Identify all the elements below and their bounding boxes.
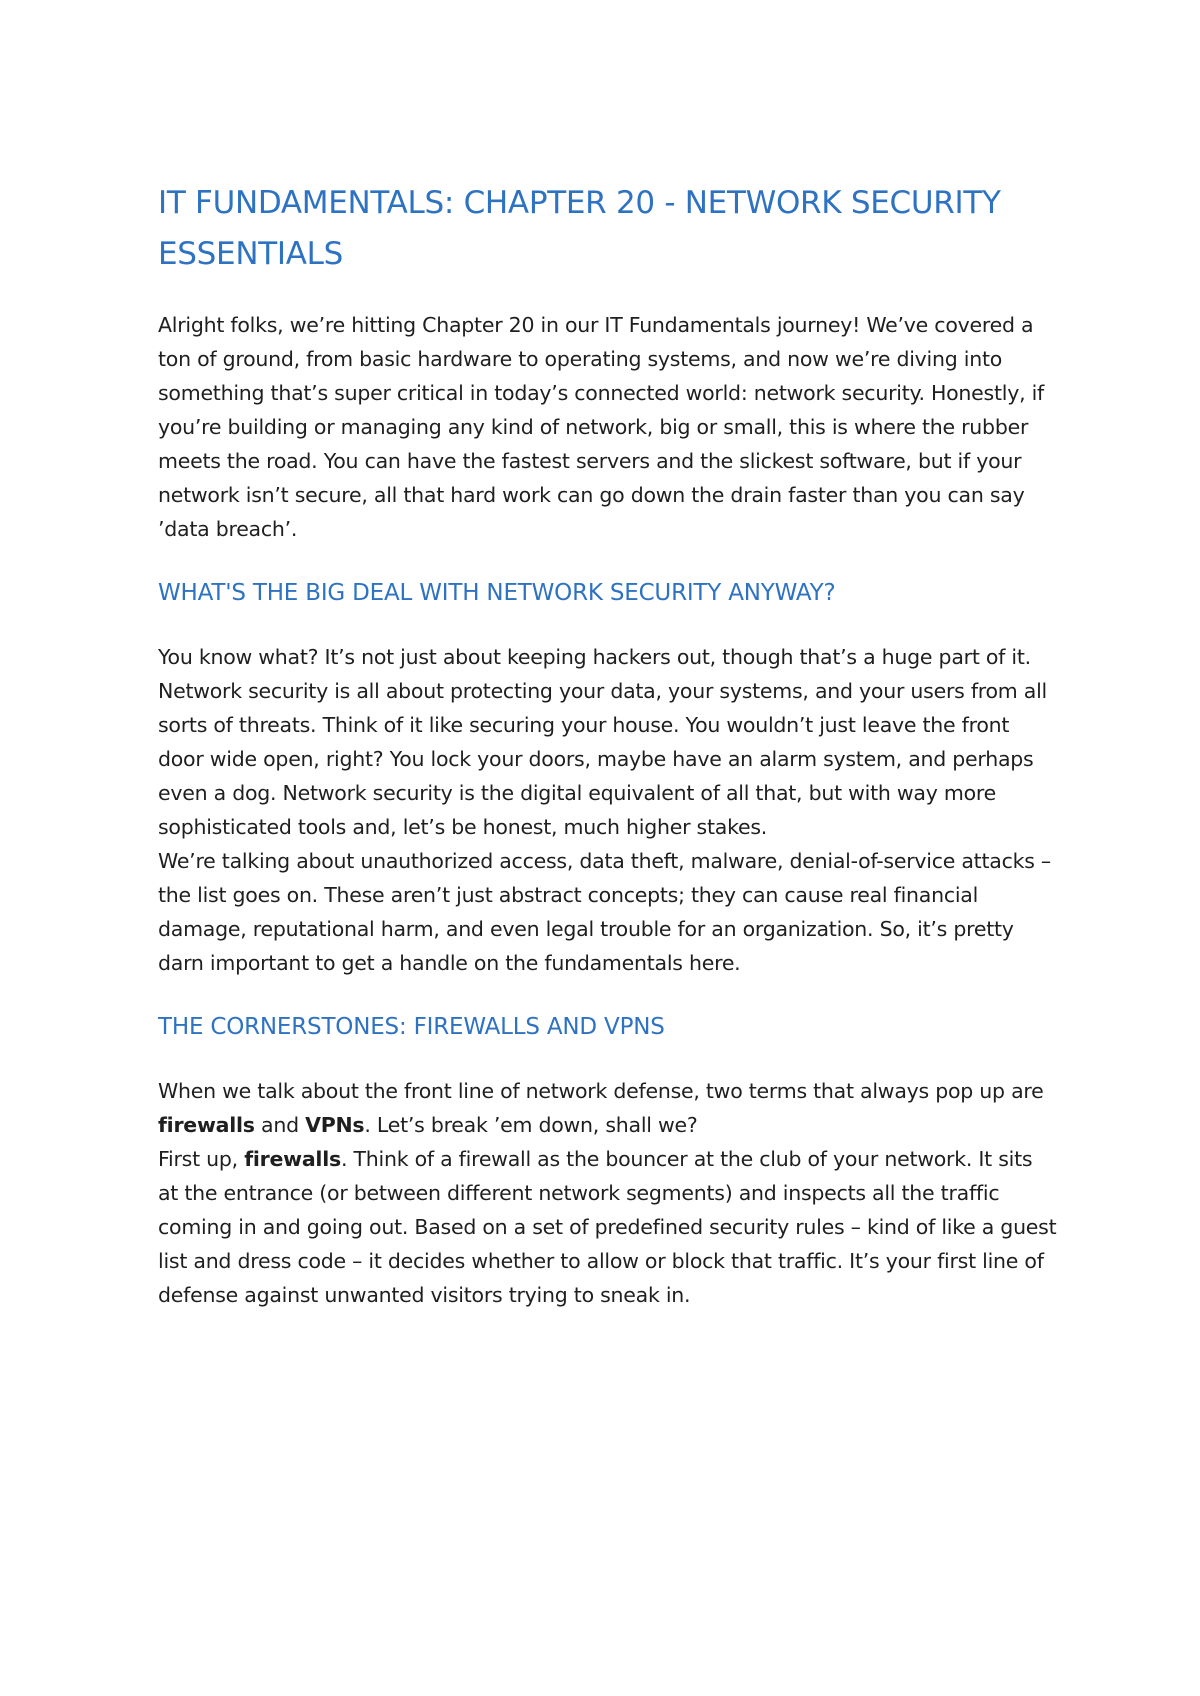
- text-span: . Let’s break ’em down, shall we?: [364, 1113, 698, 1137]
- section-heading-cornerstones: THE CORNERSTONES: FIREWALLS AND VPNS: [158, 1014, 665, 1040]
- text-span: When we talk about the front line of network defense, two terms that always pop up are: [158, 1079, 1044, 1103]
- text-span: . Think of a firewall as the bouncer at the club of your network. It sits at the entrance (or between different network segments) and inspects all the traffic coming in and going out. Based on a set of predefined security rules – kind of like a guest list and dress code – it decides whether to allow or block that traffic. It’s your first line of defense against unwanted visitors trying to sneak in.: [158, 1147, 1057, 1307]
- bold-term-firewalls: firewalls: [158, 1113, 255, 1137]
- paragraph-cornerstones-1: [158, 1074, 1058, 1142]
- document-page: [158, 178, 1058, 1312]
- bold-term-firewalls: firewalls: [244, 1147, 341, 1171]
- intro-paragraph: Alright folks, we’re hitting Chapter 20 in our IT Fundamentals journey! We’ve covered a ton of ground, from basic hardware to operating systems, and now we’re diving into something that’s super critical in today’s connected world: network security. Honestly, if you’re building or managing any kind of network, big or small, this is where the rubber meets the road. You can have the fastest servers and the slickest software, but if your network isn’t secure, all that hard work can go down the drain faster than you can say ’data breach’.: [158, 313, 1045, 541]
- bold-term-vpns: VPNs: [305, 1113, 365, 1137]
- text-span: First up,: [158, 1147, 245, 1171]
- document-title: IT FUNDAMENTALS: CHAPTER 20 - NETWORK SECURITY ESSENTIALS: [158, 185, 1001, 272]
- paragraph-cornerstones-2: [158, 1142, 1058, 1312]
- paragraph-big-deal-1: You know what? It’s not just about keeping hackers out, though that’s a huge part of it. Network security is all about protecting your data, your systems, and your users from all sorts of threats. Think of it like securing your house. You wouldn’t just leave the front door wide open, right? You lock your doors, maybe have an alarm system, and perhaps even a dog. Network security is the digital equivalent of all that, but with way more sophisticated tools and, let’s be honest, much higher stakes.: [158, 645, 1047, 839]
- text-span: and: [254, 1113, 306, 1137]
- paragraph-big-deal-2: We’re talking about unauthorized access, data theft, malware, denial-of-service attacks – the list goes on. These aren’t just abstract concepts; they can cause real financial damage, reputational harm, and even legal trouble for an organization. So, it’s pretty darn important to get a handle on the fundamentals here.: [158, 849, 1051, 975]
- section-heading-big-deal: WHAT'S THE BIG DEAL WITH NETWORK SECURITY ANYWAY?: [158, 580, 836, 606]
